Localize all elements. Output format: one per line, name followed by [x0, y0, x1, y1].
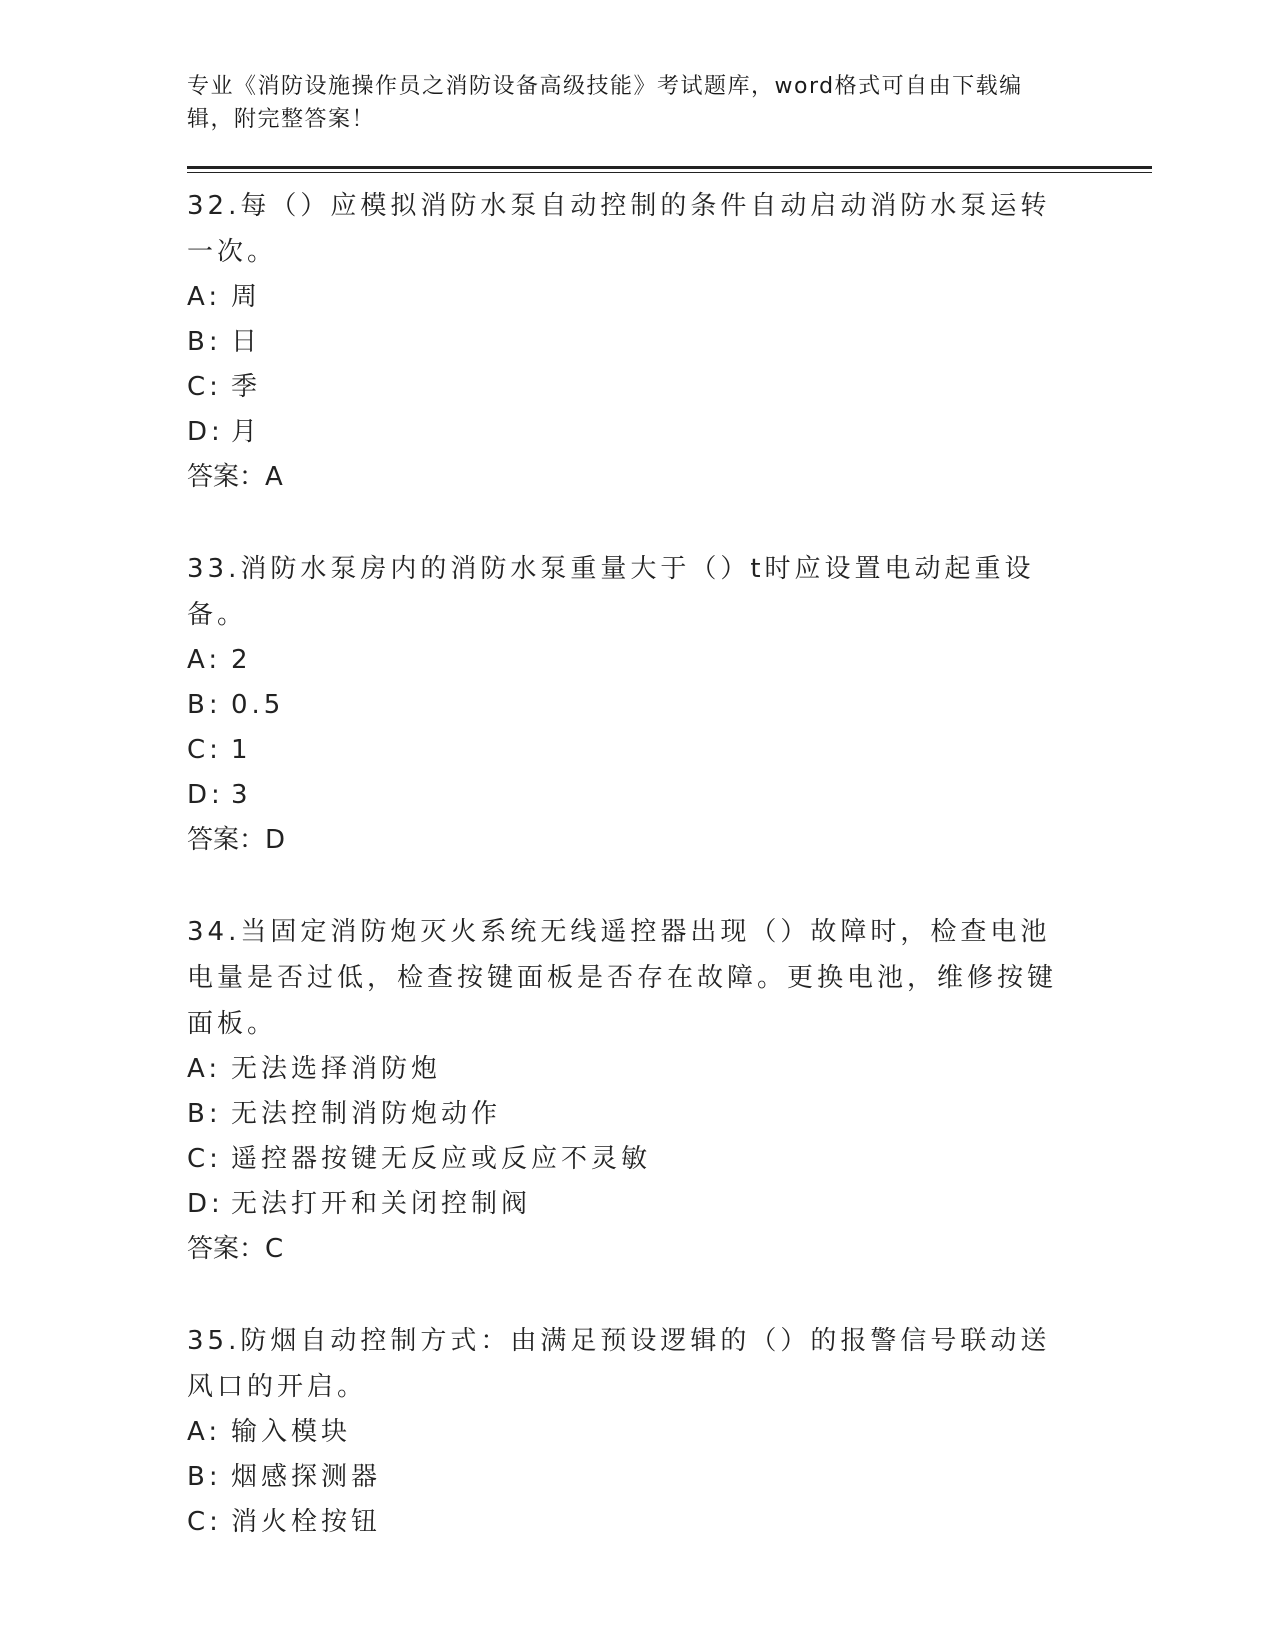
option-text: 周: [231, 282, 262, 312]
option-key: D:: [187, 417, 224, 447]
answer-label: 答案：: [187, 462, 266, 492]
option-a: [187, 1410, 1147, 1455]
answer-line: [187, 455, 1147, 500]
option-key: B:: [187, 690, 222, 720]
question-32: [187, 183, 1147, 500]
question-34: [187, 909, 1147, 1272]
option-text: 2: [231, 645, 252, 675]
option-c: [187, 1500, 1147, 1545]
document-header: 专业《消防设施操作员之消防设备高级技能》考试题库，word格式可自由下载编辑，附完整答案！: [187, 74, 1023, 132]
option-text: 无法打开和关闭控制阀: [231, 1189, 532, 1219]
answer-value: C: [265, 1234, 284, 1264]
answer-label: 答案：: [187, 825, 266, 855]
option-text: 月: [231, 417, 262, 447]
question-stem: 34.当固定消防炮灭火系统无线遥控器出现（）故障时，检查电池电量是否过低，检查按键面板是否存在故障。更换电池，维修按键面板。: [187, 917, 1058, 1039]
option-c: [187, 1137, 1147, 1182]
option-b: [187, 320, 1147, 365]
option-key: C:: [187, 372, 222, 402]
option-text: 0.5: [231, 690, 285, 720]
answer-value: D: [265, 825, 286, 855]
header-divider: [187, 166, 1152, 173]
option-text: 无法选择消防炮: [231, 1054, 442, 1084]
option-b: [187, 1092, 1147, 1137]
option-b: [187, 683, 1147, 728]
option-key: A:: [187, 645, 222, 675]
question-list: [187, 183, 1147, 1545]
option-a: [187, 275, 1147, 320]
option-key: D:: [187, 1189, 224, 1219]
option-d: [187, 773, 1147, 818]
option-key: B:: [187, 1462, 222, 1492]
option-key: C:: [187, 735, 222, 765]
answer-line: [187, 818, 1147, 863]
option-b: [187, 1455, 1147, 1500]
option-d: [187, 410, 1147, 455]
question-33: [187, 546, 1147, 863]
option-text: 遥控器按键无反应或反应不灵敏: [231, 1144, 652, 1174]
option-key: A:: [187, 1417, 222, 1447]
option-c: [187, 728, 1147, 773]
option-key: C:: [187, 1144, 222, 1174]
option-key: C:: [187, 1507, 222, 1537]
option-text: 无法控制消防炮动作: [231, 1099, 502, 1129]
answer-line: [187, 1227, 1147, 1272]
question-stem: 33.消防水泵房内的消防水泵重量大于（）t时应设置电动起重设备。: [187, 554, 1035, 630]
option-key: A:: [187, 1054, 222, 1084]
option-key: B:: [187, 327, 222, 357]
option-text: 消火栓按钮: [231, 1507, 382, 1537]
option-key: B:: [187, 1099, 222, 1129]
option-text: 输入模块: [231, 1417, 352, 1447]
answer-value: A: [265, 462, 283, 492]
option-text: 日: [231, 327, 262, 357]
option-text: 烟感探测器: [231, 1462, 382, 1492]
option-a: [187, 1047, 1147, 1092]
question-stem: 35.防烟自动控制方式：由满足预设逻辑的（）的报警信号联动送风口的开启。: [187, 1326, 1051, 1402]
option-key: D:: [187, 780, 224, 810]
answer-label: 答案：: [187, 1234, 266, 1264]
document-page: [187, 70, 1147, 1591]
option-key: A:: [187, 282, 222, 312]
option-c: [187, 365, 1147, 410]
option-text: 1: [231, 735, 252, 765]
question-35: [187, 1318, 1147, 1545]
option-a: [187, 638, 1147, 683]
option-d: [187, 1182, 1147, 1227]
question-stem: 32.每（）应模拟消防水泵自动控制的条件自动启动消防水泵运转一次。: [187, 191, 1051, 267]
option-text: 季: [231, 372, 262, 402]
option-text: 3: [231, 780, 252, 810]
